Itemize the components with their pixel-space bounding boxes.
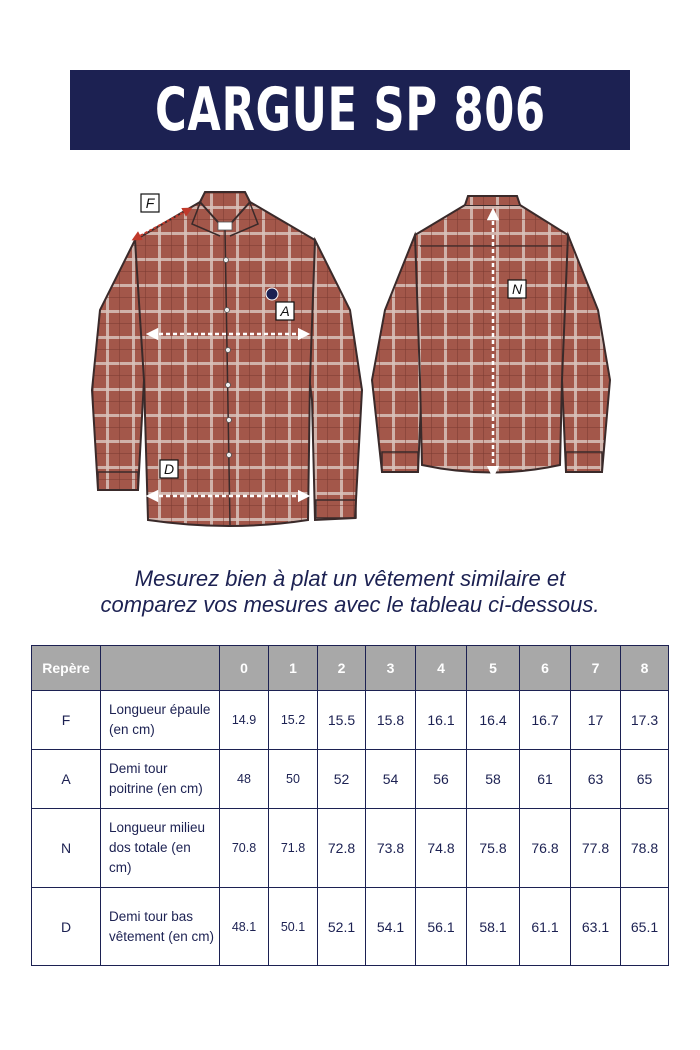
row-value: 70.8 [220,809,269,888]
row-value: 75.8 [467,809,520,888]
row-value: 56.1 [416,888,467,966]
row-value: 50.1 [269,888,318,966]
instructions-line-2: comparez vos mesures avec le tableau ci-dessous. [100,592,600,617]
header-size: 2 [318,646,366,691]
row-value: 58 [467,750,520,809]
row-label: Demi tour bas vêtement (en cm) [101,888,220,966]
header-size: 1 [269,646,318,691]
back-body [415,205,568,473]
table-row [32,750,669,809]
row-mark: N [32,809,101,888]
row-value: 63.1 [571,888,621,966]
product-title: CARGUE SP 806 [154,75,546,145]
svg-text:N: N [511,281,523,297]
front-shirt [92,192,362,526]
row-value: 54.1 [366,888,416,966]
row-value: 15.8 [366,691,416,750]
row-value: 76.8 [520,809,571,888]
row-value: 16.4 [467,691,520,750]
table-row [32,809,669,888]
header-repere: Repère [32,646,101,691]
measure-instructions [0,566,700,618]
row-value: 16.1 [416,691,467,750]
row-value: 50 [269,750,318,809]
row-label: Demi tour poitrine (en cm) [101,750,220,809]
row-value: 71.8 [269,809,318,888]
header-size: 0 [220,646,269,691]
row-value: 48.1 [220,888,269,966]
header-size: 8 [621,646,669,691]
row-value: 15.2 [269,691,318,750]
row-value: 61.1 [520,888,571,966]
row-mark: F [32,691,101,750]
row-mark: D [32,888,101,966]
table-row [32,691,669,750]
row-value: 61 [520,750,571,809]
row-value: 73.8 [366,809,416,888]
row-value: 16.7 [520,691,571,750]
header-size: 6 [520,646,571,691]
marker-D [160,460,178,478]
header-size: 4 [416,646,467,691]
back-shirt [372,196,610,473]
row-value: 78.8 [621,809,669,888]
row-value: 17.3 [621,691,669,750]
row-value: 52 [318,750,366,809]
header-size: 3 [366,646,416,691]
row-value: 56 [416,750,467,809]
svg-text:D: D [163,461,175,477]
svg-text:F: F [145,195,155,211]
marker-A [276,302,294,320]
shirt-illustration [80,180,640,540]
svg-text:A: A [280,303,290,319]
row-mark: A [32,750,101,809]
row-value: 14.9 [220,691,269,750]
row-value: 15.5 [318,691,366,750]
row-value: 48 [220,750,269,809]
size-chart-table [31,645,669,966]
header-size: 5 [467,646,520,691]
row-value: 58.1 [467,888,520,966]
table-row [32,888,669,966]
row-label: Longueur épaule (en cm) [101,691,220,750]
header-size: 7 [571,646,621,691]
row-value: 72.8 [318,809,366,888]
row-value: 65 [621,750,669,809]
row-value: 77.8 [571,809,621,888]
title-banner [70,70,630,150]
table-header-row [32,646,669,691]
marker-N [508,280,526,298]
row-value: 65.1 [621,888,669,966]
instructions-line-1: Mesurez bien à plat un vêtement similaire et [134,566,566,591]
logo-badge [266,288,278,300]
row-value: 63 [571,750,621,809]
row-value: 17 [571,691,621,750]
row-value: 74.8 [416,809,467,888]
row-value: 54 [366,750,416,809]
row-value: 52.1 [318,888,366,966]
marker-F [141,194,159,212]
row-label: Longueur milieu dos totale (en cm) [101,809,220,888]
header-blank [101,646,220,691]
